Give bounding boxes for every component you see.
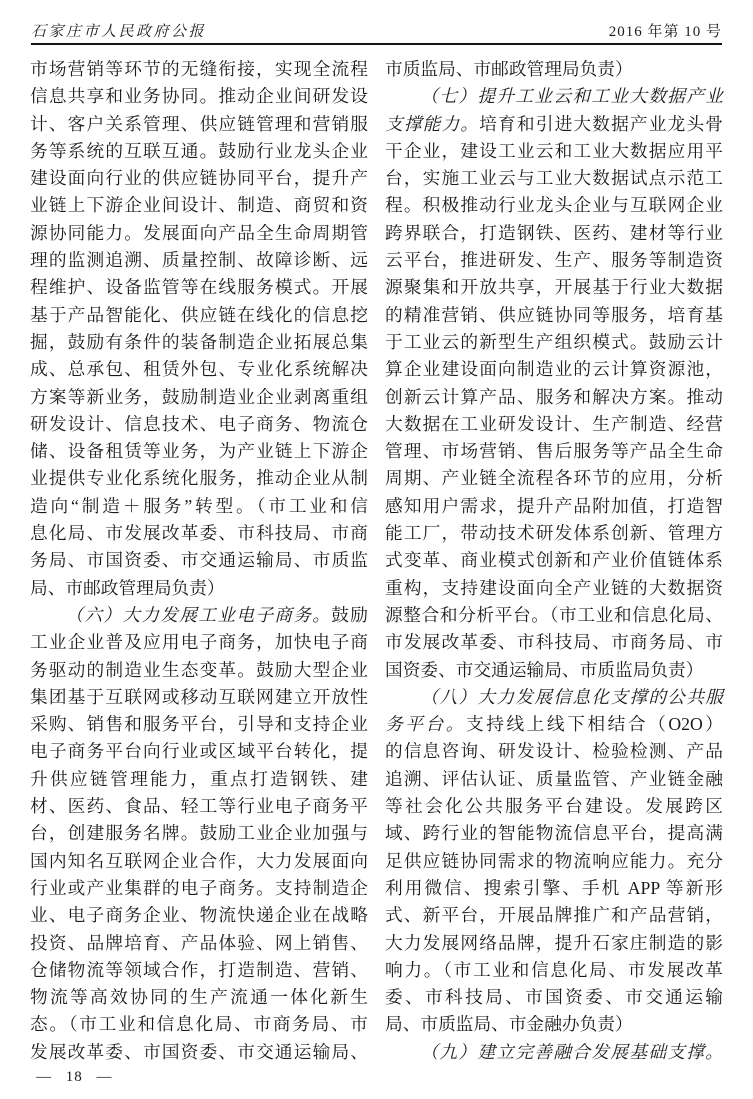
text-line — [385, 56, 723, 83]
text-line — [385, 384, 723, 411]
body-text: 干企业，建设工业云和工业大数据应用平 — [385, 140, 723, 161]
text-line — [30, 438, 368, 465]
body-text: 台，创建服务名牌。鼓励工业企业加强与 — [30, 823, 368, 844]
body-text: 造向“制造＋服务”转型。（市工业和信 — [30, 495, 368, 516]
text-line — [30, 165, 368, 192]
body-text: 升供应链管理能力，重点打造钢铁、建 — [30, 768, 368, 789]
gazette-title: 石家庄市人民政府公报 — [31, 24, 207, 40]
body-text: 工业企业普及应用电子商务，加快电子商 — [30, 632, 368, 653]
section-heading-text: （九）建立完善融合发展基础支撑。 — [420, 1041, 723, 1062]
text-line — [385, 793, 723, 820]
text-line — [385, 329, 723, 356]
body-text: 局、市邮政管理局负责） — [30, 577, 225, 598]
text-line — [385, 411, 723, 438]
text-line — [385, 274, 723, 301]
body-text: 响力。（市工业和信息化局、市发展改革 — [385, 959, 723, 980]
body-text: 式、新平台，开展品牌推广和产品营销， — [385, 905, 723, 926]
text-line — [30, 247, 368, 274]
body-text: 委、市科技局、市国资委、市交通运输 — [385, 987, 723, 1008]
body-text: 跨界联合，打造钢铁、医药、建材等行业 — [385, 222, 723, 243]
text-line — [385, 547, 723, 574]
body-text: 市场营销等环节的无缝衔接，实现全流程 — [30, 59, 368, 79]
body-text: 市发展改革委、市科技局、市商务局、市 — [385, 632, 723, 653]
text-line — [30, 111, 368, 138]
text-line — [385, 602, 723, 629]
text-line — [385, 875, 723, 902]
text-line — [385, 465, 723, 492]
text-line — [385, 220, 723, 247]
text-line — [385, 848, 723, 875]
body-text: 于工业云的新型生产组织模式。鼓励云计 — [385, 331, 723, 352]
body-text: 大数据在工业研发设计、生产制造、经营 — [385, 413, 723, 434]
text-line — [385, 192, 723, 219]
text-line — [385, 629, 723, 656]
text-line — [30, 411, 368, 438]
text-line — [385, 165, 723, 192]
body-text: 业链上下游企业间设计、制造、商贸和资 — [30, 195, 368, 216]
text-line — [30, 984, 368, 1011]
body-text: 务等系统的互联互通。鼓励行业龙头企业 — [30, 140, 368, 161]
body-text: 信息共享和业务协同。推动企业间研发设 — [30, 86, 368, 107]
section-heading-text: （八）大力发展信息化支撑的公共服 — [420, 686, 723, 707]
text-line — [30, 711, 368, 738]
body-text: 计、客户关系管理、供应链管理和营销服 — [30, 113, 368, 134]
section-heading-text: （七）提升工业云和工业大数据产业 — [420, 86, 723, 107]
text-line — [385, 957, 723, 984]
text-line — [30, 602, 368, 629]
body-text: 程维护、设备监管等在线服务模式。开展 — [30, 277, 368, 298]
text-line — [385, 711, 723, 738]
body-text: 等社会化公共服务平台建设。发展跨区 — [385, 796, 723, 817]
text-line — [30, 766, 368, 793]
header-rule — [31, 43, 722, 45]
body-text: 业提供专业化系统化服务，推动企业从制 — [30, 468, 368, 489]
text-line — [385, 438, 723, 465]
text-line — [30, 1039, 368, 1066]
text-line — [30, 820, 368, 847]
body-text: 研发设计、信息技术、电子商务、物流仓 — [30, 413, 368, 434]
body-text: 成、总承包、租赁外包、专业化系统解决 — [30, 359, 368, 380]
text-line — [30, 793, 368, 820]
text-line — [30, 957, 368, 984]
text-line — [30, 575, 368, 602]
body-text: 电子商务平台向行业或区域平台转化，提 — [30, 741, 368, 762]
section-heading-text: （六）大力发展工业电子商务。 — [65, 604, 332, 625]
body-text: 培育和引进大数据产业龙头骨 — [479, 113, 723, 134]
section-heading-text: 支撑能力。 — [385, 113, 480, 134]
text-line — [385, 247, 723, 274]
text-line — [30, 274, 368, 301]
body-text: 管理、市场营销、售后服务等产品全生命 — [385, 441, 723, 462]
body-text: 掘，鼓励有条件的装备制造企业拓展总集 — [30, 331, 368, 352]
text-line — [30, 629, 368, 656]
body-text: 材、医药、食品、轻工等行业电子商务平 — [30, 796, 368, 817]
text-line — [30, 329, 368, 356]
body-text: 台，实施工业云与工业大数据试点示范工 — [385, 168, 723, 189]
text-line — [30, 465, 368, 492]
body-text: 云平台，推进研发、生产、服务等制造资 — [385, 250, 723, 271]
text-line — [385, 930, 723, 957]
text-line — [385, 520, 723, 547]
text-line — [385, 984, 723, 1011]
body-text: 息化局、市发展改革委、市科技局、市商 — [30, 523, 368, 544]
text-line — [385, 302, 723, 329]
text-line — [385, 657, 723, 684]
body-text: 鼓励 — [331, 604, 368, 625]
body-text: 源聚集和开放共享，开展基于行业大数据 — [385, 277, 723, 298]
text-line — [30, 930, 368, 957]
body-text: 国内知名互联网企业合作，大力发展面向 — [30, 850, 368, 871]
text-line — [30, 138, 368, 165]
body-text: 投资、品牌培育、产品体验、网上销售、 — [30, 932, 368, 953]
body-text: 周期、产业链全流程各环节的应用，分析 — [385, 468, 723, 489]
body-text: 重构，支持建设面向全产业链的大数据资 — [385, 577, 723, 598]
text-line — [30, 848, 368, 875]
text-line — [30, 302, 368, 329]
body-text: 行业或产业集群的电子商务。支持制造企 — [30, 877, 368, 898]
text-line — [30, 902, 368, 929]
text-line — [30, 738, 368, 765]
body-text: 务驱动的制造业生态变革。鼓励大型企业 — [30, 659, 368, 680]
body-text: 式变革、商业模式创新和产业价值链体系 — [385, 550, 723, 571]
body-text: 足供应链协同需求的物流响应能力。充分 — [385, 850, 723, 871]
text-line — [30, 520, 368, 547]
text-line — [385, 738, 723, 765]
text-line — [385, 902, 723, 929]
text-line — [30, 83, 368, 110]
text-line — [30, 684, 368, 711]
body-text: 采购、销售和服务平台，引导和支持企业 — [30, 714, 368, 735]
page-number: — 18 — — [36, 1069, 113, 1085]
body-text: 方案等新业务，鼓励制造业企业剥离重组 — [30, 386, 368, 407]
body-text: 基于产品智能化、供应链在线化的信息挖 — [30, 304, 368, 325]
text-line — [385, 575, 723, 602]
body-text: 源整合和分析平台。（市工业和信息化局、 — [385, 604, 723, 625]
body-text: 感知用户需求，提升产品附加值，打造智 — [385, 495, 723, 516]
section-heading-text: 务平台。 — [385, 714, 466, 735]
text-line — [30, 657, 368, 684]
body-text: 集团基于互联网或移动互联网建立开放性 — [30, 686, 368, 707]
text-line — [385, 83, 723, 110]
body-text: 利用微信、搜索引擎、手机 APP 等新形 — [385, 877, 723, 898]
body-text: 业、电子商务企业、物流快递企业在战略 — [30, 905, 368, 926]
body-text: 局、市质监局、市金融办负责） — [385, 1014, 633, 1035]
body-text: 的信息咨询、研发设计、检验检测、产品 — [385, 741, 723, 762]
text-line — [385, 820, 723, 847]
page-header — [31, 15, 722, 41]
text-line — [385, 684, 723, 711]
body-text: 源协同能力。发展面向产品全生命周期管 — [30, 222, 368, 243]
text-line — [385, 1011, 723, 1038]
text-line — [30, 875, 368, 902]
body-text: 域、跨行业的智能物流信息平台，提高满 — [385, 823, 723, 844]
page-body — [30, 56, 723, 1066]
body-text: 支持线上线下相结合（O2O） — [465, 714, 723, 735]
body-text: 追溯、评估认证、质量监管、产业链金融 — [385, 768, 723, 789]
text-line — [385, 766, 723, 793]
text-line — [30, 356, 368, 383]
text-line — [30, 493, 368, 520]
body-text: 建设面向行业的供应链协同平台，提升产 — [30, 168, 368, 189]
text-line — [385, 1039, 723, 1066]
text-line — [385, 356, 723, 383]
body-text: 理的监测追溯、质量控制、故障诊断、远 — [30, 250, 368, 271]
body-text: 市质监局、市邮政管理局负责） — [385, 59, 633, 79]
body-text: 储、设备租赁等业务，为产业链上下游企 — [30, 441, 368, 462]
text-line — [30, 384, 368, 411]
right-column — [385, 56, 723, 1066]
text-line — [30, 547, 368, 574]
body-text: 的精准营销、供应链协同等服务，培育基 — [385, 304, 723, 325]
body-text: 创新云计算产品、服务和解决方案。推动 — [385, 386, 723, 407]
text-line — [385, 111, 723, 138]
body-text: 大力发展网络品牌，提升石家庄制造的影 — [385, 932, 723, 953]
body-text: 国资委、市交通运输局、市质监局负责） — [385, 659, 704, 680]
body-text: 务局、市国资委、市交通运输局、市质监 — [30, 550, 368, 571]
issue-number: 2016 年第 10 号 — [608, 24, 722, 40]
body-text: 发展改革委、市国资委、市交通运输局、 — [30, 1041, 368, 1062]
text-line — [385, 138, 723, 165]
body-text: 程。积极推动行业龙头企业与互联网企业 — [385, 195, 723, 216]
body-text: 能工厂，带动技术研发体系创新、管理方 — [385, 523, 723, 544]
body-text: 算企业建设面向制造业的云计算资源池， — [385, 359, 723, 380]
text-line — [30, 56, 368, 83]
body-text: 态。（市工业和信息化局、市商务局、市 — [30, 1014, 368, 1035]
left-column — [30, 56, 368, 1066]
text-line — [385, 493, 723, 520]
text-line — [30, 1011, 368, 1038]
text-line — [30, 220, 368, 247]
body-text: 物流等高效协同的生产流通一体化新生 — [30, 987, 368, 1008]
body-text: 仓储物流等领域合作，打造制造、营销、 — [30, 959, 368, 980]
text-line — [30, 192, 368, 219]
